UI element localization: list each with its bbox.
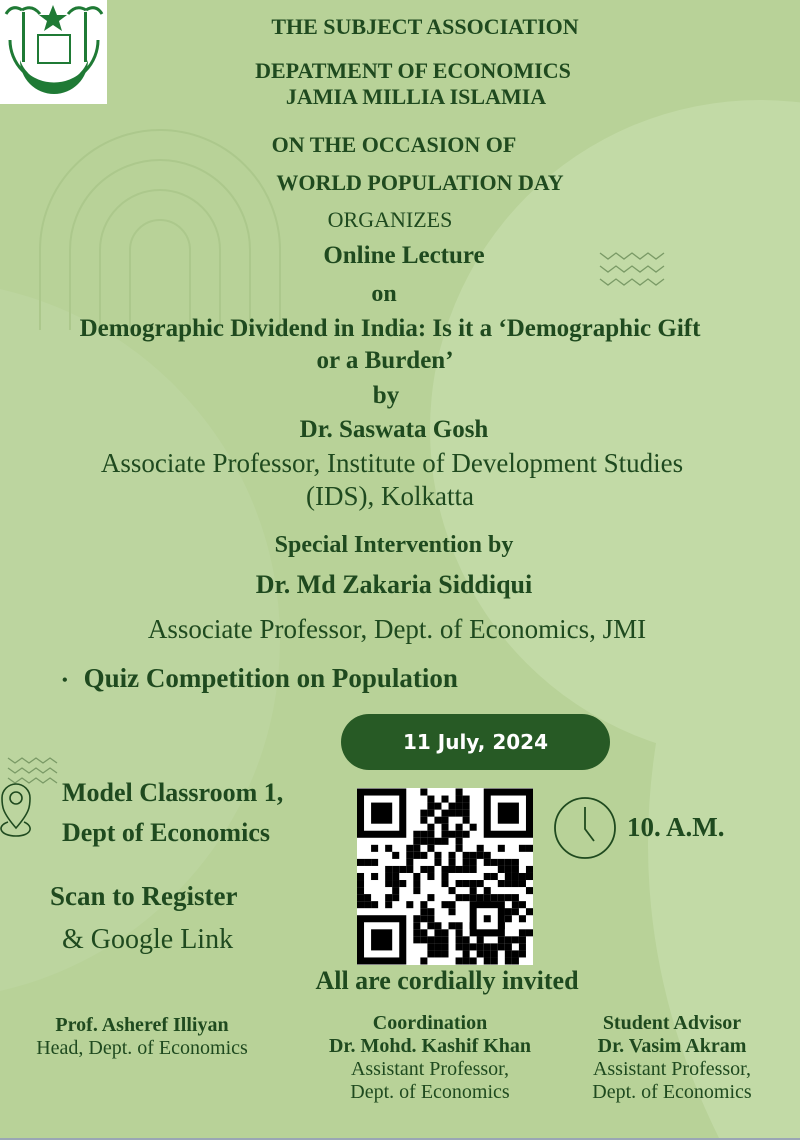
occasion-line2: WORLD POPULATION DAY bbox=[276, 170, 564, 195]
bullet-item bbox=[62, 663, 458, 694]
date-text: 11 July, 2024 bbox=[402, 730, 549, 754]
coordination-role-line1: Assistant Professor, bbox=[350, 1058, 510, 1080]
intervention-role: Associate Professor, Dept. of Economics, JMI bbox=[147, 614, 647, 644]
footer-advisor bbox=[560, 1012, 784, 1104]
register-line1: Scan to Register bbox=[50, 881, 238, 911]
register-line2[interactable]: & Google Link bbox=[62, 924, 234, 955]
location-pin-icon bbox=[0, 780, 34, 852]
advisor-role-line2: Dept. of Economics bbox=[592, 1081, 752, 1103]
advisor-name: Dr. Vasim Akram bbox=[597, 1035, 747, 1057]
venue-line2: Dept of Economics bbox=[62, 818, 270, 847]
lecture-type: Online Lecture bbox=[323, 242, 485, 269]
intervention-name: Dr. Md Zakaria Siddiqui bbox=[255, 570, 533, 599]
coordination-name: Dr. Mohd. Kashif Khan bbox=[328, 1035, 532, 1057]
venue-line1: Model Classroom 1, bbox=[62, 778, 284, 807]
coordination-heading: Coordination bbox=[372, 1012, 488, 1034]
bullet-text: Quiz Competition on Population bbox=[83, 663, 458, 693]
footer-coordination bbox=[300, 1012, 560, 1104]
lecture-title-line2: or a Burden’ bbox=[316, 347, 454, 374]
head-role: Head, Dept. of Economics bbox=[36, 1037, 248, 1059]
footer-head bbox=[0, 1014, 284, 1060]
advisor-role-line1: Assistant Professor, bbox=[592, 1058, 752, 1080]
date-badge bbox=[341, 714, 610, 770]
department-heading: DEPATMENT OF ECONOMICS bbox=[255, 58, 571, 83]
intervention-heading: Special Intervention by bbox=[274, 532, 514, 558]
lecture-title-line1: Demographic Dividend in India: Is it a ‘Demographic Gift bbox=[79, 315, 701, 342]
university-heading: JAMIA MILLIA ISLAMIA bbox=[285, 84, 547, 109]
speaker-role-line2: (IDS), Kolkatta bbox=[306, 481, 474, 511]
organizes-label: ORGANIZES bbox=[327, 207, 453, 232]
head-name: Prof. Asheref Illiyan bbox=[55, 1014, 229, 1036]
clock-icon bbox=[552, 795, 618, 861]
lecture-on: on bbox=[371, 281, 397, 307]
speaker-name: Dr. Saswata Gosh bbox=[299, 416, 489, 443]
bullet-icon: • bbox=[62, 671, 68, 689]
speaker-role-line1: Associate Professor, Institute of Development Studies bbox=[100, 448, 684, 478]
association-heading: THE SUBJECT ASSOCIATION bbox=[271, 14, 579, 39]
qr-code[interactable] bbox=[357, 788, 533, 965]
invitation-text: All are cordially invited bbox=[315, 966, 579, 995]
event-time: 10. A.M. bbox=[627, 812, 725, 842]
advisor-heading: Student Advisor bbox=[602, 1012, 742, 1034]
lecture-by: by bbox=[372, 382, 400, 409]
occasion-line1: ON THE OCCASION OF bbox=[271, 132, 517, 157]
coordination-role-line2: Dept. of Economics bbox=[350, 1081, 510, 1103]
